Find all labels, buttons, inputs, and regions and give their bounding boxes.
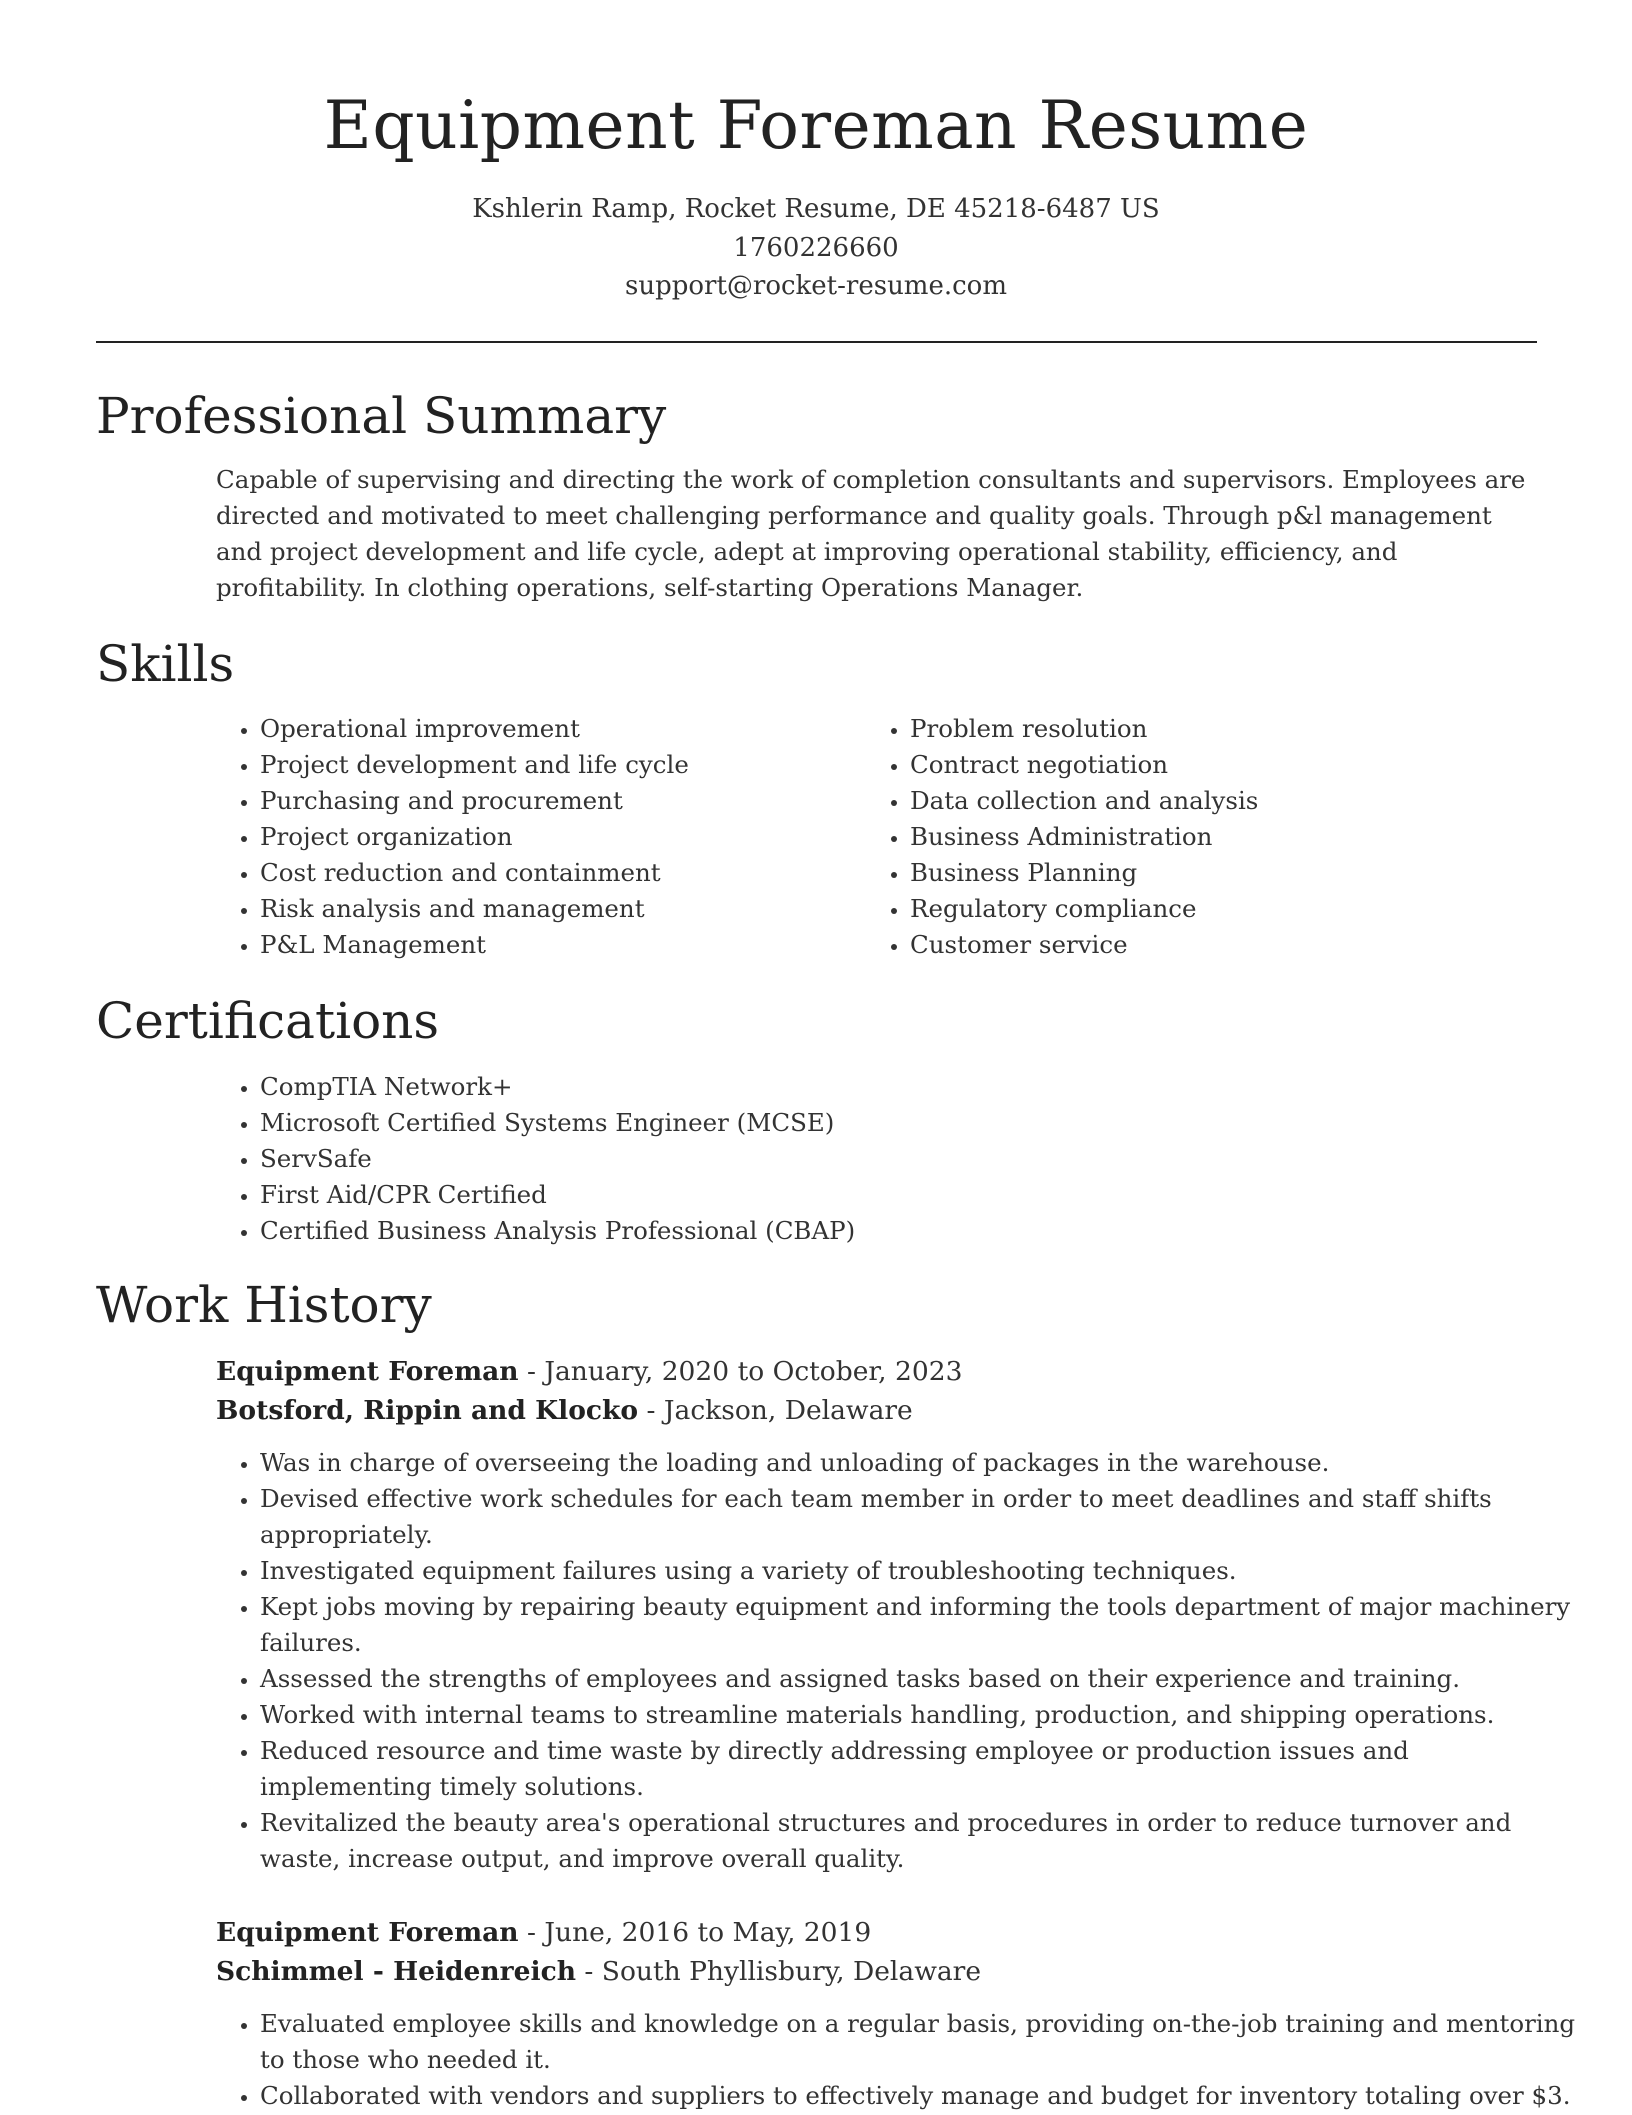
summary-text: Capable of supervising and directing the work of completion consultants and supervisors. Employees are directed and motivated to meet challenging performance and quality goals. Through p&l management and project development and life cycle, adept at improving operational stability, efficiency, and profitability. In clothing operations, self-starting Operations Manager.: [216, 465, 1526, 602]
skill-item: • Contract negotiation: [910, 747, 1530, 783]
job-dates: - January, 2020 to October, 2023: [518, 1356, 963, 1387]
resume-title: Equipment Foreman Resume: [323, 87, 1309, 164]
skills-list-left: [216, 711, 860, 963]
skill-item: • Business Administration: [910, 819, 1530, 855]
contact-email: support@rocket-resume.com: [624, 271, 1007, 301]
skill-item: • P&L Management: [260, 927, 860, 963]
job-company: Schimmel - Heidenreich: [216, 1956, 576, 1987]
job-role: Equipment Foreman: [216, 1356, 519, 1387]
certification-item: • ServSafe: [260, 1141, 1460, 1177]
certification-item: • CompTIA Network+: [260, 1069, 1460, 1105]
skill-item: • Project development and life cycle: [260, 747, 860, 783]
skills-list-right: [866, 711, 1530, 963]
skill-item: • Regulatory compliance: [910, 891, 1530, 927]
skill-item: • Data collection and analysis: [910, 783, 1530, 819]
contact-address: Kshlerin Ramp, Rocket Resume, DE 45218-6487 US: [472, 194, 1160, 224]
job-company-line: [216, 1391, 913, 1431]
certifications-list: [216, 1069, 1460, 1249]
job-company-line: [216, 1952, 981, 1992]
work-history-heading: Work History: [96, 1276, 432, 1334]
header-divider: [96, 341, 1537, 343]
job-title-line: [216, 1913, 871, 1953]
job-location: - Jackson, Delaware: [638, 1395, 913, 1426]
contact-info: [0, 190, 1632, 306]
skill-item: • Purchasing and procurement: [260, 783, 860, 819]
job-duties-list: [216, 1445, 1582, 1877]
skill-item: • Problem resolution: [910, 711, 1530, 747]
job-company: Botsford, Rippin and Klocko: [216, 1395, 639, 1426]
duty-item: • Reduced resource and time waste by directly addressing employee or production issues and implementing timely solutions.: [260, 1733, 1582, 1805]
duty-item: • Worked with internal teams to streamline materials handling, production, and shipping operations.: [260, 1697, 1582, 1733]
certifications-heading: Certifications: [96, 992, 440, 1050]
duty-item: • Collaborated with vendors and suppliers to effectively manage and budget for inventory totaling over $3.: [260, 2078, 1582, 2114]
duty-item: • Investigated equipment failures using a variety of troubleshooting techniques.: [260, 1553, 1582, 1589]
duty-item: • Kept jobs moving by repairing beauty equipment and informing the tools department of major machinery failures.: [260, 1589, 1582, 1661]
skill-item: • Cost reduction and containment: [260, 855, 860, 891]
skills-heading: Skills: [96, 635, 235, 693]
job-duties-list: [216, 2006, 1582, 2114]
duty-item: • Assessed the strengths of employees and assigned tasks based on their experience and training.: [260, 1661, 1582, 1697]
skill-item: • Business Planning: [910, 855, 1530, 891]
duty-item: • Devised effective work schedules for each team member in order to meet deadlines and staff shifts appropriately.: [260, 1481, 1582, 1553]
duty-item: • Was in charge of overseeing the loading and unloading of packages in the warehouse.: [260, 1445, 1582, 1481]
certification-item: • Microsoft Certified Systems Engineer (MCSE): [260, 1105, 1460, 1141]
certification-item: • Certified Business Analysis Professional (CBAP): [260, 1213, 1460, 1249]
duty-item: • Evaluated employee skills and knowledge on a regular basis, providing on-the-job training and mentoring to those who needed it.: [260, 2006, 1582, 2078]
job-title-line: [216, 1352, 962, 1392]
job-role: Equipment Foreman: [216, 1917, 519, 1948]
certification-item: • First Aid/CPR Certified: [260, 1177, 1460, 1213]
skill-item: • Customer service: [910, 927, 1530, 963]
skill-item: • Project organization: [260, 819, 860, 855]
skill-item: • Operational improvement: [260, 711, 860, 747]
contact-phone: 1760226660: [733, 232, 899, 263]
skill-item: • Risk analysis and management: [260, 891, 860, 927]
duty-item: • Revitalized the beauty area's operational structures and procedures in order to reduce turnover and waste, increase output, and improve overall quality.: [260, 1805, 1582, 1877]
job-location: - South Phyllisbury, Delaware: [575, 1956, 982, 1987]
summary-heading: Professional Summary: [96, 387, 667, 445]
job-dates: - June, 2016 to May, 2019: [518, 1917, 872, 1948]
